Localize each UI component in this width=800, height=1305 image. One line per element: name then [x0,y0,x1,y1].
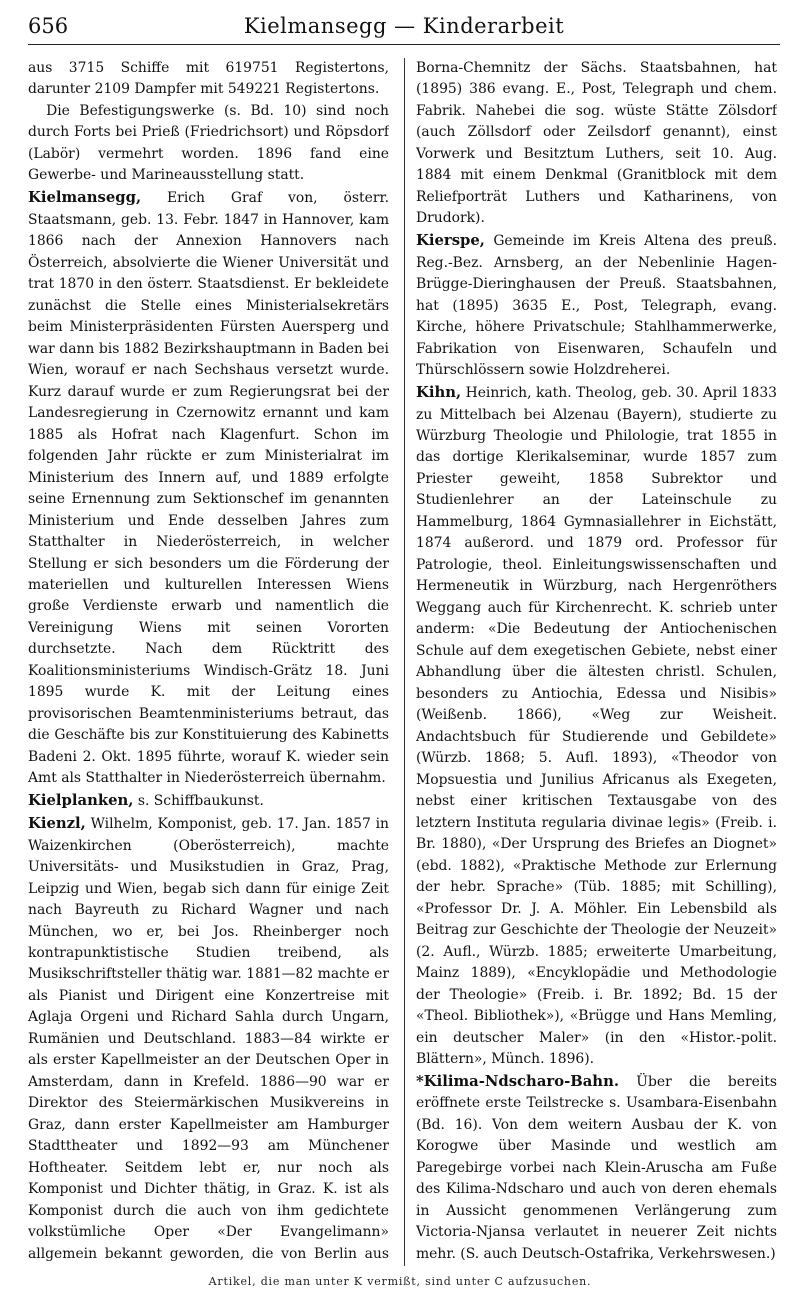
article-entry [28,813,389,1268]
entry-headword: Kielmansegg, [28,188,142,206]
entry-headword: Kihn, [416,383,462,401]
page-header [28,10,780,45]
article-entry [28,101,389,187]
entry-headword: Kierspe, [416,231,485,249]
entry-text: Gemeinde im Kreis Altena des preuß. Reg.-Bez. Arnsberg, an der Nebenlinie Hagen-Brügge-Dieringhausen der Preuß. Staatsbahnen, hat (1895) 3635 E., Post, Telegraph, evang. Kirche, höhere Privatschule; Stahlhammerwerke, Fabrikation von Eisenwaren, Schaufeln und Thürschlössern sowie Holzdreherei. [416,232,777,379]
entry-headword: Kielplanken, [28,791,134,809]
column-divider [404,58,405,1266]
article-entry [416,1071,777,1266]
article-entry [28,187,389,790]
running-title: Kielmansegg — Kinderarbeit [243,14,565,38]
entry-text: Erich Graf von, österr. Staatsmann, geb. 13. Febr. 1847 in Hannover, kam 1866 nach der Annexion Hannovers nach Österreich, absolvierte die Wiener Universität und trat 1870 in den österr. Staatsdienst. Er bekleidete zunächst die Stelle eines Ministerialsekretärs beim Ministerpräsidenten Fürsten Auersperg und war dann bis 1882 Bezirkshauptmann in Baden bei Wien, worauf er nach Sechshaus versetzt wurde. Kurz darauf wurde er zum Regierungsrat bei der Landesregierung in Czernowitz ernannt und kam 1885 als Hofrat nach Klagenfurt. Schon im folgenden Jahr rückte er zum Ministerialrat im Ministerium des Innern auf, und 1889 erfolgte seine Ernennung zum Sektionschef im genannten Ministerium und Ende desselben Jahres zum Statthalter in Niederösterreich, in welcher Stellung er sich besonders um die Förderung der materiellen und kulturellen Interessen Wiens große Verdienste erwarb und namentlich die Vereinigung Wiens mit seinen Vororten durchsetzte. Nach dem Rücktritt des Koalitionsministeriums Windisch-Grätz 18. Juni 1895 wurde K. mit der Leitung eines provisorischen Beamtenministeriums betraut, das die Geschäfte bis zur Konstituierung des Kabinetts Badeni 2. Okt. 1895 führte, worauf K. wieder sein Amt als Statthalter in Niederösterreich übernahm. [28,189,389,787]
article-entry [416,382,777,1071]
article-entry [416,1265,777,1268]
left-column [28,58,389,1268]
article-entry [416,230,777,382]
page-number: 656 [28,14,69,38]
article-entry [28,790,389,813]
entry-text: Heinrich, kath. Theolog, geb. 30. April 1833 zu Mittelbach bei Alzenau (Bayern), studierte zu Würzburg Theologie und Philologie, trat 1855 in das dortige Klerikalseminar, wurde 1857 zum Priester geweiht, 1858 Subrektor und Studienlehrer an der Lateinschule zu Hammelburg, 1864 Gymnasiallehrer in Eichstätt, 1874 außerord. und 1879 ord. Professor für Patrologie, theol. Einleitungswissenschaften und Hermeneutik in Würzburg, nach Hergenröthers Weggang auch für Kirchenrecht. K. schrieb unter anderm: «Die Bedeutung der Antiochenischen Schule auf dem exegetischen Gebiete, nebst einer Abhandlung über die ältesten christl. Schulen, besonders zu Antiochia, Edessa und Nisibis» (Weißenb. 1866), «Weg zur Weisheit. Andachtsbuch für Studierende und Gebildete» (Würzb. 1868; 5. Aufl. 1893), «Theodor von Mopsuestia und Junilius Africanus als Exegeten, nebst einer kritischen Textausgabe von des letztern Instituta regularia divinae legis» (Freib. i. Br. 1880), «Der Ursprung des Briefes an Diognet» (ebd. 1882), «Praktische Methode zur Erlernung der hebr. Sprache» (Tüb. 1885; mit Schilling), «Professor Dr. J. A. Möhler. Ein Lebensbild als Beitrag zur Geschichte der Theologie der Neuzeit» (2. Aufl., Würzb. 1885; erweiterte Umarbeitung, Mainz 1889), «Encyklopädie und Methodologie der Theologie» (Freib. i. Br. 1892; Bd. 15 der «Theol. Bibliothek»), «Brügge und Hans Memling, ein deutscher Maler» (in den «Histor.-polit. Blättern», Münch. 1896). [416,384,777,1068]
article-entry [416,58,777,230]
entry-text: Borna-Chemnitz der Sächs. Staatsbahnen, hat (1895) 386 evang. E., Post, Telegraph und chem. Fabrik. Nahebei die sog. wüste Stätte Zölsdorf (auch Zöllsdorf oder Zeilsdorf genannt), einst Vorwerk und Besitztum Luthers, seit 10. Aug. 1884 mit einem Denkmal (Granitblock mit dem Reliefporträt Luthers und Katharinens, von Drudork). [416,60,777,227]
entry-headword [416,1267,564,1268]
right-column [416,58,777,1268]
entry-text: Wilhelm, Komponist, geb. 17. Jan. 1857 in Waizenkirchen (Oberösterreich), machte Universitäts- und Musikstudien in Graz, Prag, Leipzig und Wien, begab sich dann für einige Zeit nach Bayreuth zu Richard Wagner und nach München, wo er, bei Jos. Rheinberger noch kontrapunktistische Studien treibend, als Musikschriftsteller thätig war. 1881—82 machte er als Pianist und Dirigent eine Konzertreise mit Aglaja Orgeni und Richard Sahla durch Ungarn, Rumänien und Deutschland. 1883—84 wirkte er als erster Kapellmeister an der Deutschen Oper in Amsterdam, dann in Krefeld. 1886—90 war er Direktor des Steiermärkischen Musikvereins in Graz, dann erster Kapellmeister am Hamburger Stadttheater und 1892—93 am Münchener Hoftheater. Seitdem lebt er, nur noch als Komponist und Dichter thätig, in Graz. K. ist als Komponist durch die auch von ihm gedichtete volkstümliche Oper «Der Evangelimann» allgemein bekannt geworden, die von Berlin aus [28,815,389,1262]
entry-text: s. Schiffbaukunst. [133,792,264,809]
entry-text: Über die bereits eröffnete erste Teilstrecke s. Usambara-Eisenbahn (Bd. 16). Von dem weitern Ausbau der K. von Korogwe über Masinde und westlich am Paregebirge vorbei nach Klein-Aruscha am Fuße des Kilima-Ndscharo und auch von deren ehemals in Aussicht genommenen Verlängerung zum Victoria-Njansa verlautet in neuerer Zeit nichts mehr. (S. auch Deutsch-Ostafrika, Verkehrswesen.) [416,1073,777,1262]
article-entry [28,58,389,101]
page-footer-note: Artikel, die man unter K vermißt, sind unter C aufzusuchen. [208,1275,592,1288]
entry-text: aus 3715 Schiffe mit 619751 Registertons, darunter 2109 Dampfer mit 549221 Registertons. [28,60,389,98]
entry-text: Die Befestigungswerke (s. Bd. 10) sind noch durch Forts bei Prieß (Friedrichsort) und Röpsdorf (Labör) vermehrt worden. 1896 fand eine Gewerbe- und Marineausstellung statt. [28,102,389,184]
entry-headword: *Kilima-Ndscharo-Bahn. [416,1072,619,1090]
entry-headword: Kienzl, [28,814,86,832]
